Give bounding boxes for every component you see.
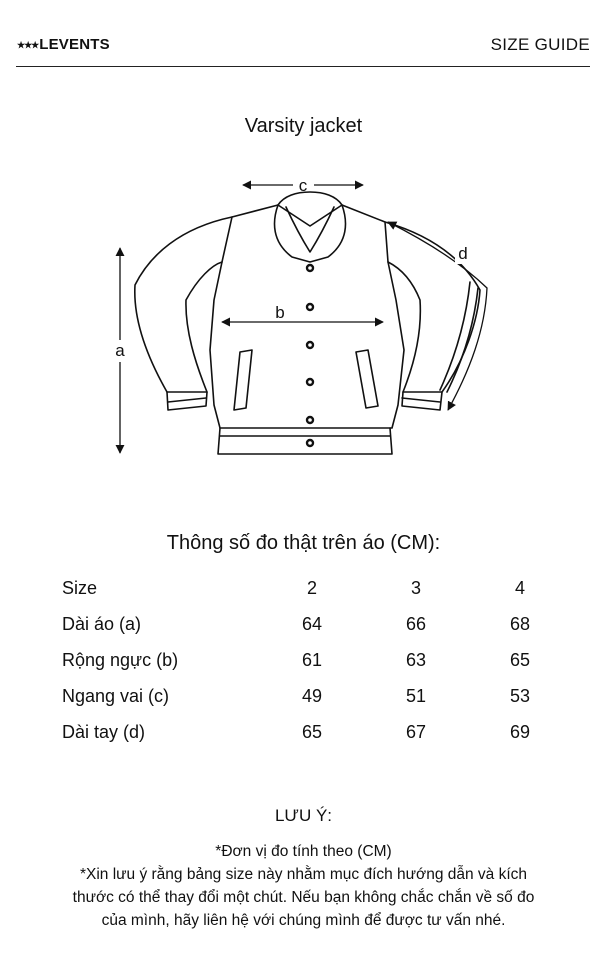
- table-row: [52, 642, 572, 678]
- row-value: 67: [405, 721, 427, 742]
- row-label: Dài tay (d): [62, 721, 146, 742]
- label-a: a: [115, 341, 125, 360]
- jacket-body: [210, 205, 404, 428]
- left-pocket: [234, 350, 252, 410]
- note-line: *Xin lưu ý rằng bảng size này nhằm mục đích hướng dẫn và kích: [79, 866, 528, 883]
- waistband: [218, 428, 392, 454]
- left-sleeve: [135, 217, 232, 410]
- product-name: Varsity jacket: [244, 115, 363, 137]
- row-value: 66: [405, 613, 427, 634]
- row-value: 65: [301, 721, 323, 742]
- note-title: LƯU Ý:: [274, 806, 333, 825]
- row-value: 53: [509, 685, 531, 706]
- page-title: SIZE GUIDE: [490, 35, 590, 54]
- row-value: 61: [301, 649, 323, 670]
- note-line: của mình, hãy liên hệ với chúng mình để được tư vấn nhé.: [101, 912, 506, 929]
- jacket-diagram: [100, 170, 500, 470]
- table-row: [52, 678, 572, 714]
- row-label: Rộng ngực (b): [62, 649, 179, 670]
- row-label: Ngang vai (c): [62, 685, 170, 706]
- row-value: 65: [509, 649, 531, 670]
- row-value: 68: [509, 613, 531, 634]
- note-text: [30, 840, 577, 932]
- header-divider: [16, 66, 590, 67]
- row-value: 63: [405, 649, 427, 670]
- row-value: 64: [301, 613, 323, 634]
- specs-title: Thông số đo thật trên áo (CM):: [166, 532, 441, 554]
- size-header: 2: [306, 577, 317, 598]
- size-header: 3: [410, 577, 421, 598]
- header: [0, 0, 607, 68]
- size-table: [52, 570, 572, 750]
- right-pocket: [356, 350, 378, 408]
- table-header-row: [52, 570, 572, 606]
- row-value: 49: [301, 685, 323, 706]
- brand-logo[interactable]: [17, 36, 110, 53]
- label-d: d: [458, 244, 468, 263]
- size-header: 4: [514, 577, 525, 598]
- label-c: c: [298, 176, 308, 195]
- table-header-label: Size: [62, 577, 98, 598]
- label-b: b: [275, 303, 285, 322]
- row-value: 69: [509, 721, 531, 742]
- table-row: [52, 714, 572, 750]
- note-line: *Đơn vị đo tính theo (CM): [215, 843, 392, 860]
- brand-name: LEVENTS: [39, 36, 110, 53]
- table-row: [52, 606, 572, 642]
- star-icons: ★★★: [17, 40, 39, 50]
- row-label: Dài áo (a): [62, 613, 142, 634]
- row-value: 51: [405, 685, 427, 706]
- jacket-collar: [275, 205, 346, 262]
- note-line: thước có thể thay đổi một chút. Nếu bạn không chắc chắn về số đo: [72, 889, 535, 906]
